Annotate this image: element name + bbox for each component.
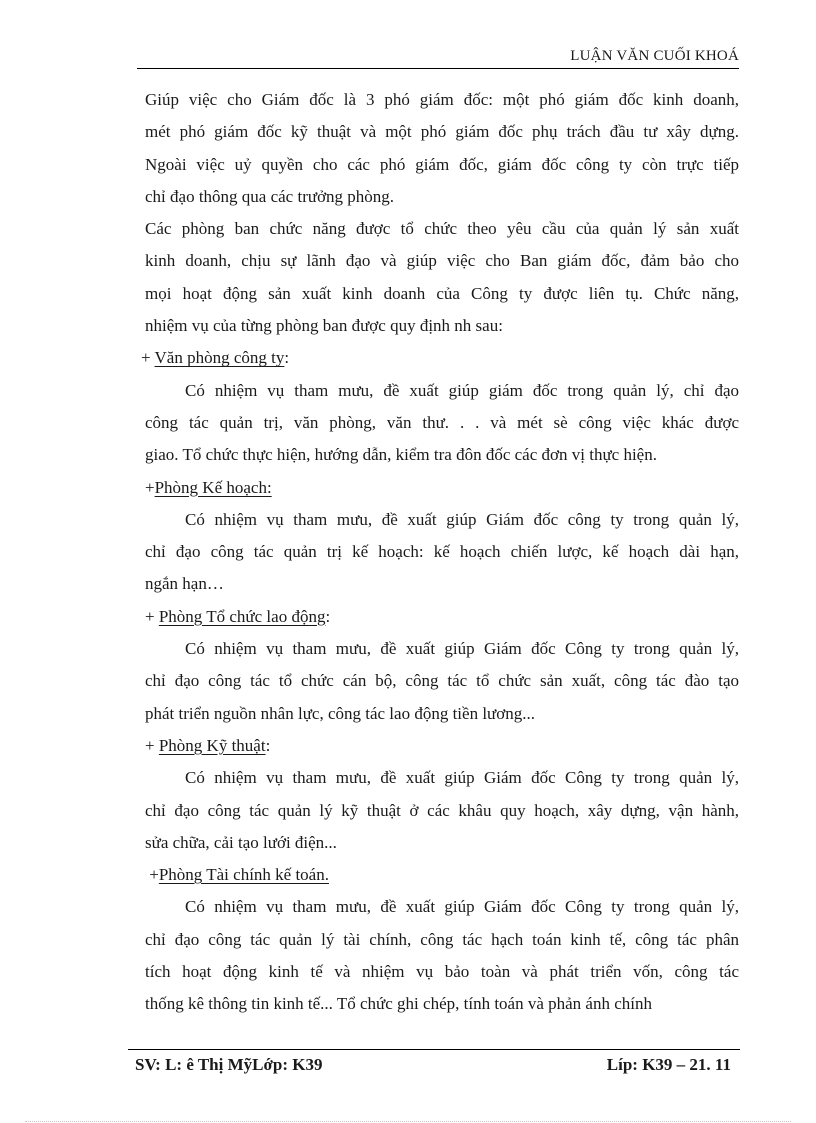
document-body bbox=[141, 84, 739, 1021]
page-footer bbox=[135, 1055, 731, 1077]
heading-suffix: : bbox=[325, 606, 331, 626]
paragraph-line: Các phòng ban chức năng được tổ chức theo yêu cầu của quản lý sản xuất bbox=[145, 219, 739, 239]
paragraph-line: sửa chữa, cải tạo lưới điện... bbox=[145, 832, 337, 852]
paragraph-line: mét phó giám đốc kỹ thuật và một phó giám đốc phụ trách đầu tư xây dựng. bbox=[145, 122, 739, 142]
paragraph-line: nhiệm vụ của từng phòng ban được quy định nh sau: bbox=[145, 316, 503, 336]
section-heading-ky-thuat bbox=[145, 730, 739, 762]
heading-prefix: + bbox=[145, 477, 155, 497]
section-heading-tai-chinh bbox=[145, 859, 739, 891]
paragraph-line: chỉ đạo thông qua các trưởng phòng. bbox=[145, 186, 395, 206]
paragraph-line: Có nhiệm vụ tham mưu, đề xuất giúp Giám đốc Công ty trong quản lý, bbox=[185, 639, 739, 659]
section-heading-ke-hoach bbox=[145, 472, 739, 504]
heading-prefix: + bbox=[145, 865, 159, 885]
paragraph-line: tích hoạt động kinh tế và nhiệm vụ bảo toàn và phát triển vốn, công tác bbox=[145, 962, 739, 982]
paragraph-line: kinh doanh, chịu sự lãnh đạo và giúp việc cho Ban giám đốc, đảm bảo cho bbox=[145, 251, 739, 271]
paragraph-line: chỉ đạo công tác quản lý tài chính, công tác hạch toán kinh tế, công tác phân bbox=[145, 929, 739, 949]
page-bottom-edge bbox=[25, 1121, 791, 1122]
footer-student: SV: L: ê Thị MỹLớp: K39 bbox=[135, 1055, 323, 1074]
paragraph-line: ngắn hạn… bbox=[145, 574, 224, 594]
paragraph-line: công tác quản trị, văn phòng, văn thư. . . và mét sè công việc khác được bbox=[145, 412, 739, 432]
paragraph-line: mọi hoạt động sản xuất kinh doanh của Công ty được liên tụ. Chức năng, bbox=[145, 283, 739, 303]
header-rule bbox=[137, 68, 739, 69]
paragraph-line: giao. Tổ chức thực hiện, hướng dẫn, kiểm tra đôn đốc các đơn vị thực hiện. bbox=[145, 445, 657, 465]
heading-suffix: : bbox=[265, 735, 271, 755]
heading-title: Phòng Kỹ thuật bbox=[158, 735, 266, 755]
heading-title: Phòng Tổ chức lao động bbox=[158, 606, 326, 626]
paragraph-line: chỉ đạo công tác tổ chức cán bộ, công tác tổ chức sản xuất, công tác đào tạo bbox=[145, 671, 739, 691]
paragraph-line: phát triển nguồn nhân lực, công tác lao động tiền lương... bbox=[145, 703, 535, 723]
heading-suffix: : bbox=[284, 348, 290, 368]
section-heading-to-chuc bbox=[145, 601, 739, 633]
section-heading-van-phong bbox=[141, 342, 739, 374]
paragraph-line: Có nhiệm vụ tham mưu, đề xuất giúp Giám đốc Công ty trong quản lý, bbox=[185, 897, 739, 917]
paragraph-line: Giúp việc cho Giám đốc là 3 phó giám đốc: một phó giám đốc kinh doanh, bbox=[145, 90, 739, 109]
paragraph-line: chỉ đạo công tác quản trị kế hoạch: kế hoạch chiến lược, kế hoạch dài hạn, bbox=[145, 542, 739, 562]
footer-class: Líp: K39 – 21. 11 bbox=[606, 1055, 731, 1074]
heading-prefix: + bbox=[145, 606, 159, 626]
heading-prefix: + bbox=[141, 348, 155, 368]
paragraph-line: chỉ đạo công tác quản lý kỹ thuật ở các khâu quy hoạch, xây dựng, vận hành, bbox=[145, 800, 739, 820]
heading-prefix: + bbox=[145, 735, 159, 755]
paragraph-line: Có nhiệm vụ tham mưu, đề xuất giúp Giám đốc công ty trong quản lý, bbox=[185, 509, 739, 529]
paragraph-line: Có nhiệm vụ tham mưu, đề xuất giúp giám đốc trong quản lý, chỉ đạo bbox=[185, 380, 739, 400]
footer-rule bbox=[128, 1049, 740, 1050]
page-header: LUẬN VĂN CUỐI KHOÁ bbox=[570, 48, 739, 64]
heading-title: Phòng Tài chính kế toán. bbox=[158, 865, 329, 885]
paragraph-line: Ngoài việc uỷ quyền cho các phó giám đốc, giám đốc công ty còn trực tiếp bbox=[145, 154, 739, 174]
heading-title: Phòng Kế hoạch: bbox=[154, 477, 272, 497]
heading-title: Văn phòng công ty bbox=[154, 348, 285, 368]
paragraph-line: Có nhiệm vụ tham mưu, đề xuất giúp Giám đốc Công ty trong quản lý, bbox=[185, 768, 739, 788]
paragraph-line: thống kê thông tin kinh tế... Tổ chức ghi chép, tính toán và phản ánh chính bbox=[145, 994, 652, 1014]
